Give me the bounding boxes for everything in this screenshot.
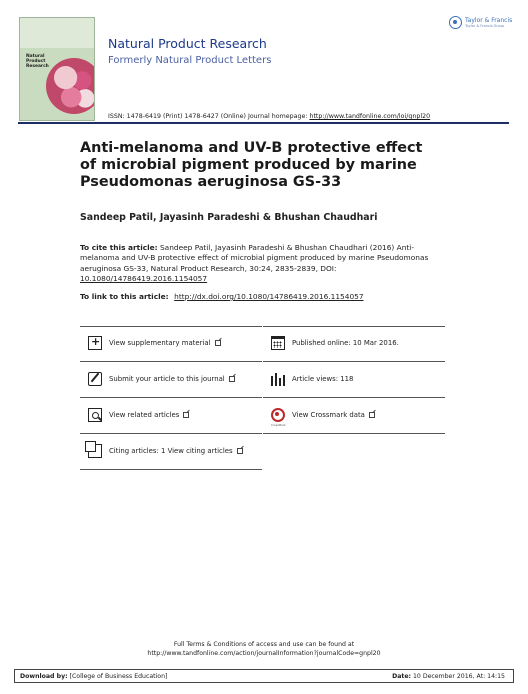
related-articles-icon <box>88 408 102 422</box>
terms-url-link[interactable]: http://www.tandfonline.com/action/journalInformation?journalCode=gnpl20 <box>147 650 381 657</box>
divider <box>80 326 262 327</box>
published-online-info <box>271 336 399 350</box>
date-label: Date: <box>392 673 412 680</box>
edit-icon <box>88 372 102 386</box>
view-supplementary-material-link[interactable] <box>88 336 221 350</box>
add-document-icon <box>88 336 102 350</box>
external-link-icon <box>237 448 243 454</box>
link-label: To link to this article: <box>80 292 172 301</box>
download-value: [College of Business Education] <box>67 673 168 680</box>
divider <box>80 397 262 398</box>
article-link-line <box>80 292 364 301</box>
journal-title[interactable]: Natural Product Research <box>108 36 267 51</box>
issn-text: ISSN: 1478-6419 (Print) 1478-6427 (Online) Journal homepage: <box>108 113 310 120</box>
divider <box>263 433 445 434</box>
cite-label: To cite this article: <box>80 243 158 252</box>
cover-title: Natural Product Research <box>26 54 49 69</box>
download-date <box>392 673 505 680</box>
view-related-articles-link[interactable] <box>88 408 189 422</box>
external-link-icon <box>183 412 189 418</box>
publisher-name: Taylor & Francis <box>465 17 513 24</box>
issn-line <box>108 113 430 120</box>
bar-chart-icon <box>271 372 285 386</box>
article-doi-link[interactable]: http://dx.doi.org/10.1080/14786419.2016.1154057 <box>174 292 364 301</box>
view-crossmark-link[interactable] <box>271 408 375 427</box>
article-views-info <box>271 372 353 386</box>
publisher-logo <box>449 14 513 32</box>
taylor-francis-logo-icon <box>449 16 462 29</box>
supplementary-label: View supplementary material <box>109 339 211 347</box>
date-value: 10 December 2016, At: 14:15 <box>411 673 505 680</box>
calendar-icon <box>271 336 285 350</box>
download-label: Download by: <box>20 673 68 680</box>
header-divider <box>18 122 509 124</box>
cover-top-strip <box>20 18 95 48</box>
submit-label: Submit your article to this journal <box>109 375 225 383</box>
crossmark-label: View Crossmark data <box>292 411 365 419</box>
journal-subtitle: Formerly Natural Product Letters <box>108 55 272 66</box>
crossmark-icon <box>271 408 286 427</box>
divider <box>80 361 262 362</box>
divider <box>263 397 445 398</box>
related-label: View related articles <box>109 411 180 419</box>
citing-articles-icon <box>88 444 102 458</box>
cite-doi-link[interactable]: 10.1080/14786419.2016.1154057 <box>80 273 208 283</box>
citing-label: Citing articles: 1 View citing articles <box>109 447 233 455</box>
publisher-tagline: Taylor & Francis Group <box>465 24 505 28</box>
citing-articles-link[interactable] <box>88 444 243 458</box>
crossmark-badge-text: CrossMark <box>271 423 286 427</box>
article-authors: Sandeep Patil, Jayasinh Paradeshi & Bhushan Chaudhari <box>80 212 378 223</box>
views-label: Article views: 118 <box>292 375 354 383</box>
cite-text: Sandeep Patil, Jayasinh Paradeshi & Bhushan Chaudhari (2016) Anti-melanoma and UV-B protective effect of microbial pigment produced by marine Pseudomonas aeruginosa GS-33, Natural Product Research, 30:24, 2835-2839, DOI: <box>80 243 429 273</box>
submit-article-link[interactable] <box>88 372 235 386</box>
journal-cover-thumbnail[interactable] <box>19 17 95 121</box>
download-info-bar <box>14 669 514 683</box>
published-label: Published online: 10 Mar 2016. <box>292 339 399 347</box>
cover-molecule-illustration <box>46 58 95 114</box>
divider <box>80 469 262 470</box>
external-link-icon <box>229 376 235 382</box>
terms-notice <box>0 640 528 658</box>
journal-homepage-link[interactable]: http://www.tandfonline.com/loi/gnpl20 <box>309 113 431 120</box>
citation-block <box>80 243 440 284</box>
divider <box>263 361 445 362</box>
download-by <box>20 673 167 680</box>
external-link-icon <box>215 340 221 346</box>
divider <box>263 326 445 327</box>
terms-line-1: Full Terms & Conditions of access and use can be found at <box>173 641 355 648</box>
external-link-icon <box>369 412 375 418</box>
article-title: Anti-melanoma and UV-B protective effect of microbial pigment produced by marine Pseudomonas aeruginosa GS-33 <box>80 140 423 190</box>
divider <box>80 433 262 434</box>
